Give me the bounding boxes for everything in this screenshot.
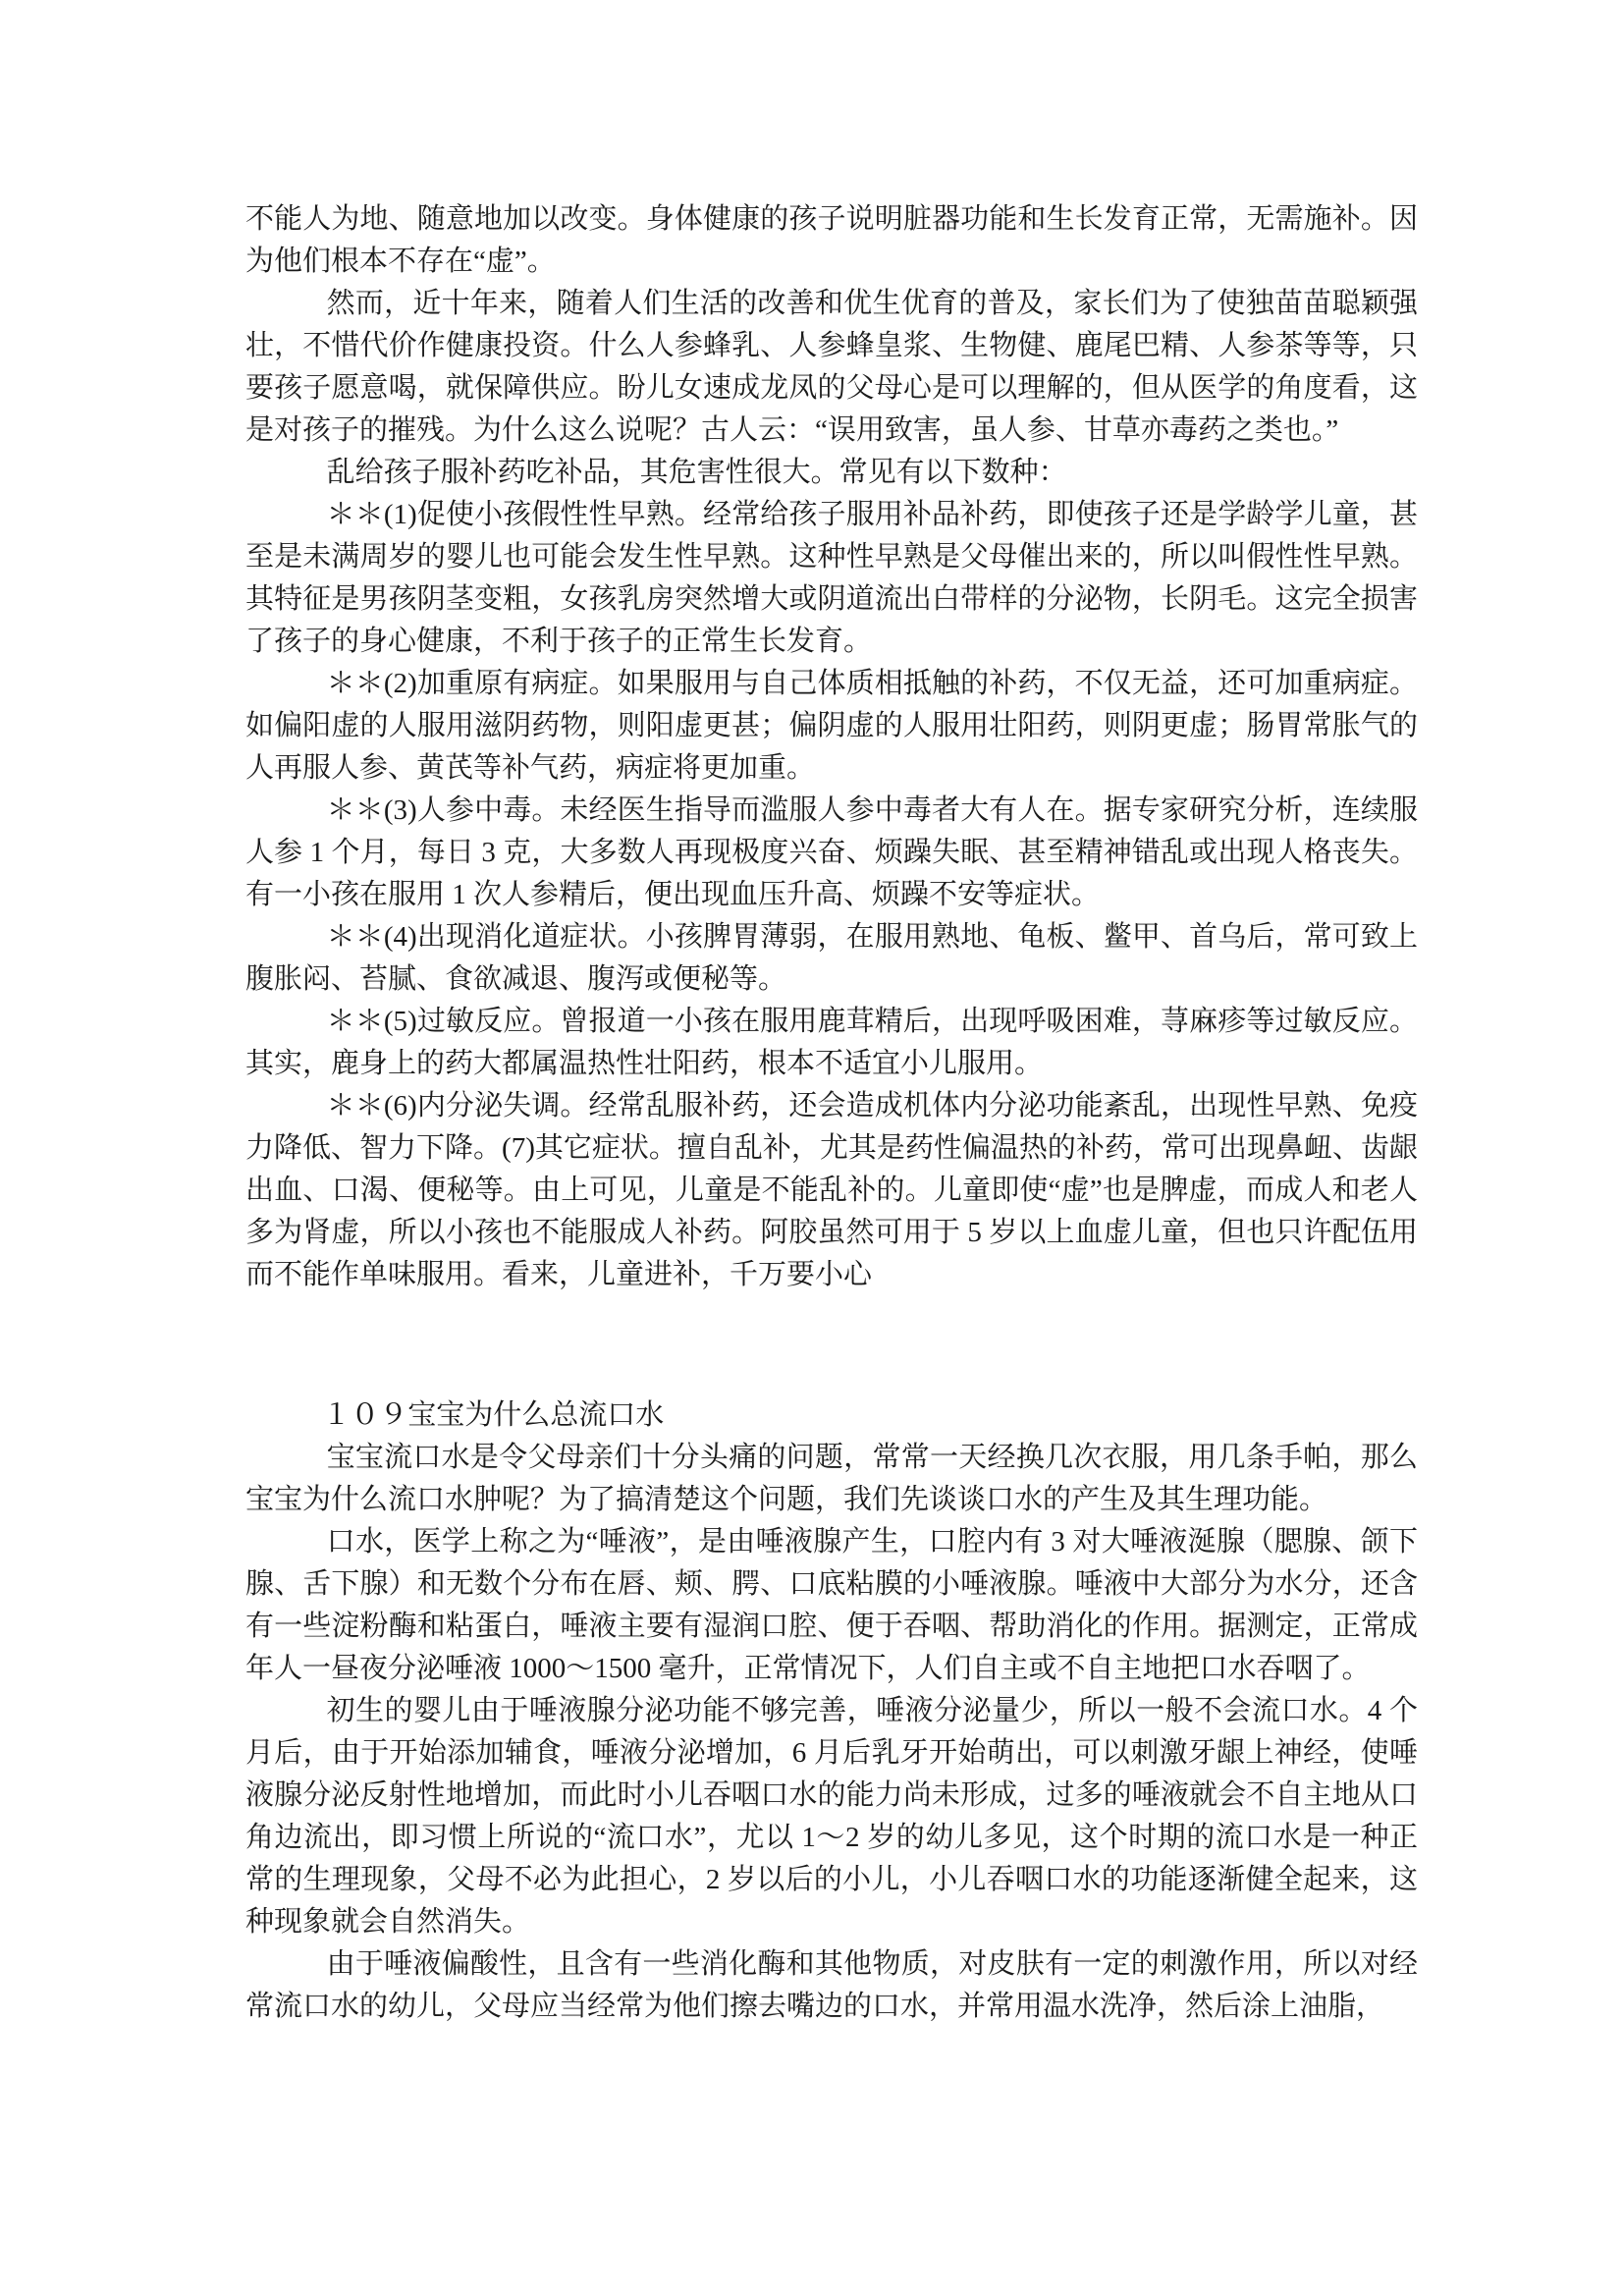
paragraph-item-2: ＊＊(2)加重原有病症。如果服用与自己体质相抵触的补药，不仅无益，还可加重病症。如偏阳虚的人服用滋阴药物，则阳虚更甚；偏阴虚的人服用壮阳药，则阴更虚；肠胃常胀气的人再服人参、黄芪等补气药，病症将更加重。: [245, 668, 1418, 784]
paragraph-item-3: ＊＊(3)人参中毒。未经医生指导而滥服人参中毒者大有人在。据专家研究分析，连续服人参 1 个月，每日 3 克，大多数人再现极度兴奋、烦躁失眠、甚至精神错乱或出现人格丧失。有一小孩在服用 1 次人参精后，便出现血压升高、烦躁不安等症状。: [245, 794, 1418, 910]
paragraph-item-4: ＊＊(4)出现消化道症状。小孩脾胃薄弱，在服用熟地、龟板、鳖甲、首乌后，常可致上腹胀闷、苔腻、食欲减退、腹泻或便秘等。: [245, 921, 1418, 995]
text-body: [245, 198, 1418, 2028]
paragraph: 不能人为地、随意地加以改变。身体健康的孩子说明脏器功能和生长发育正常，无需施补。因为他们根本不存在“虚”。: [245, 203, 1418, 277]
paragraph-item-1: ＊＊(1)促使小孩假性性早熟。经常给孩子服用补品补药，即使孩子还是学龄学儿童，甚至是未满周岁的婴儿也可能会发生性早熟。这种性早熟是父母催出来的，所以叫假性性早熟。其特征是男孩阴茎变粗，女孩乳房突然增大或阴道流出白带样的分泌物，长阴毛。这完全损害了孩子的身心健康，不利于孩子的正常生长发育。: [245, 499, 1418, 657]
section-heading: １０９宝宝为什么总流口水: [322, 1399, 665, 1431]
paragraph: 宝宝流口水是令父母亲们十分头痛的问题，常常一天经换几次衣服，用几条手帕，那么宝宝为什么流口水肿呢？为了搞清楚这个问题，我们先谈谈口水的产生及其生理功能。: [245, 1442, 1418, 1515]
paragraph: 由于唾液偏酸性，且含有一些消化酶和其他物质，对皮肤有一定的刺激作用，所以对经常流口水的幼儿，父母应当经常为他们擦去嘴边的口水，并常用温水洗净，然后涂上油脂，: [245, 1948, 1418, 2022]
paragraph: 初生的婴儿由于唾液腺分泌功能不够完善，唾液分泌量少，所以一般不会流口水。4 个月后，由于开始添加辅食，唾液分泌增加，6 月后乳牙开始萌出，可以刺激牙龈上神经，使唾液腺分泌反射性地增加，而此时小儿吞咽口水的能力尚未形成，过多的唾液就会不自主地从口角边流出，即习惯上所说的“流口水”，尤以 1～2 岁的幼儿多见，这个时期的流口水是一种正常的生理现象，父母不必为此担心，2 岁以后的小儿，小儿吞咽口水的功能逐渐健全起来，这种现象就会自然消失。: [245, 1695, 1418, 1938]
paragraph: 然而，近十年来，随着人们生活的改善和优生优育的普及，家长们为了使独苗苗聪颖强壮，不惜代价作健康投资。什么人参蜂乳、人参蜂皇浆、生物健、鹿尾巴精、人参茶等等，只要孩子愿意喝，就保障供应。盼儿女速成龙凤的父母心是可以理解的，但从医学的角度看，这是对孩子的摧残。为什么这么说呢？古人云：“误用致害，虽人参、甘草亦毒药之类也。”: [245, 288, 1418, 446]
paragraph-item-6: ＊＊(6)内分泌失调。经常乱服补药，还会造成机体内分泌功能紊乱，出现性早熟、免疫力降低、智力下降。(7)其它症状。擅自乱补，尤其是药性偏温热的补药，常可出现鼻衄、齿龈出血、口渴、便秘等。由上可见，儿童是不能乱补的。儿童即使“虚”也是脾虚，而成人和老人多为肾虚，所以小孩也不能服成人补药。阿胶虽然可用于 5 岁以上血虚儿童，但也只许配伍用而不能作单味服用。看来，儿童进补，千万要小心: [245, 1090, 1418, 1290]
paragraph-item-5: ＊＊(5)过敏反应。曾报道一小孩在服用鹿茸精后，出现呼吸困难，荨麻疹等过敏反应。其实，鹿身上的药大都属温热性壮阳药，根本不适宜小儿服用。: [245, 1006, 1418, 1079]
paragraph: 口水，医学上称之为“唾液”，是由唾液腺产生，口腔内有 3 对大唾液涎腺（腮腺、颌下腺、舌下腺）和无数个分布在唇、颊、腭、口底粘膜的小唾液腺。唾液中大部分为水分，还含有一些淀粉酶和粘蛋白，唾液主要有湿润口腔、便于吞咽、帮助消化的作用。据测定，正常成年人一昼夜分泌唾液 1000～1500 毫升，正常情况下，人们自主或不自主地把口水吞咽了。: [245, 1526, 1418, 1684]
paragraph: 乱给孩子服补药吃补品，其危害性很大。常见有以下数种：: [326, 457, 1067, 488]
